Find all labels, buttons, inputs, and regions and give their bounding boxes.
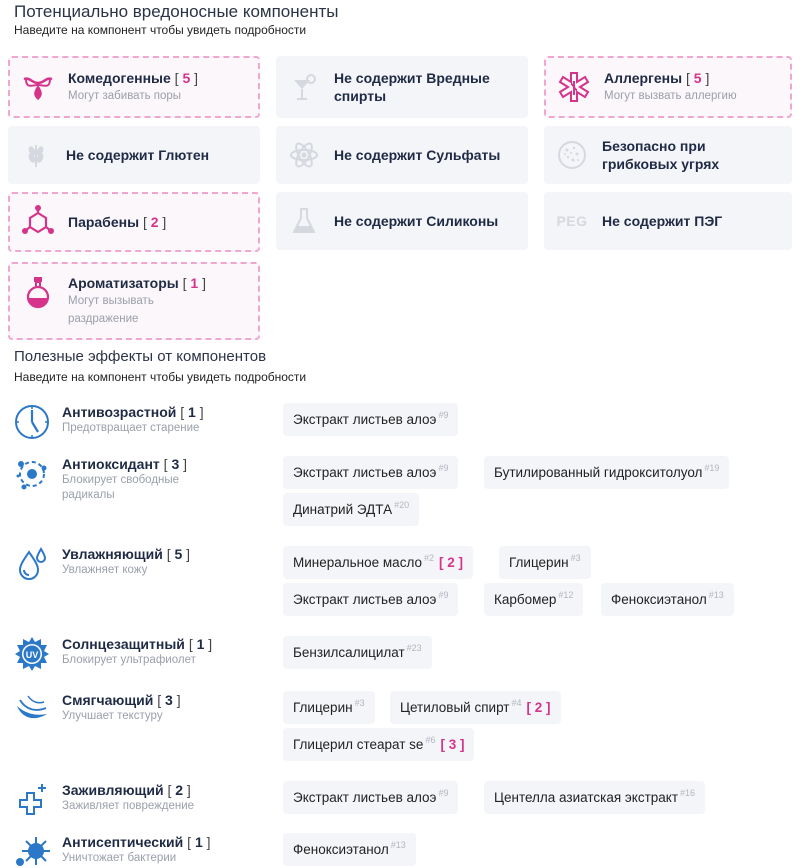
uv-sun-icon <box>14 636 50 672</box>
ingredient-chip[interactable]: Минеральное масло $^{\#2}$ [ 2 ] <box>283 546 473 579</box>
beneficial-section-subtitle: Наведите на компонент чтобы увидеть подробности <box>14 370 307 384</box>
effect-row-antiage[interactable]: Антивозрастной [ 1 ] Предотвращает старение <box>14 404 276 440</box>
medical-star-icon <box>554 67 594 107</box>
effect-name: Антисептический <box>62 834 184 850</box>
effect-desc: Увлажняет кожу <box>62 564 148 576</box>
ingredient-chip[interactable]: Глицерин $^{\#3}$ <box>283 691 375 724</box>
ingredient-chip[interactable]: Бутилированный гидрокситолуол $^{\#19}$ <box>484 456 729 489</box>
ingredient-chip[interactable]: Бензилсалицилат $^{\#23}$ <box>283 636 432 669</box>
fungal-acne-label: Безопасно при грибковых угрях <box>602 138 720 172</box>
effect-row-moisturizing[interactable]: Увлажняющий [ 5 ] Увлажняет кожу <box>14 546 276 582</box>
cocktail-icon <box>284 67 324 107</box>
gluten-card[interactable] <box>8 126 260 184</box>
effect-name: Антивозрастной <box>62 404 177 420</box>
effect-count: 1 <box>188 404 196 420</box>
effect-name: Солнцезащитный <box>62 636 185 652</box>
alcohol-card[interactable] <box>276 56 528 118</box>
harmful-section-title: Потенциально вредоносные компоненты <box>14 2 339 21</box>
effect-row-antioxidant[interactable]: Антиоксидант [ 3 ] Блокирует свободные радикалы <box>14 456 276 503</box>
comedogenic-desc: Могут забивать поры <box>68 90 182 102</box>
bacteria-icon <box>14 834 50 868</box>
peg-card[interactable] <box>544 192 792 250</box>
effect-name: Увлажняющий <box>62 546 163 562</box>
ingredient-chip[interactable]: Цетиловый спирт $^{\#4}$ [ 2 ] <box>390 691 561 724</box>
ingredient-chip[interactable]: Экстракт листьев алоэ $^{\#9}$ <box>283 456 458 489</box>
atom-icon <box>284 135 324 175</box>
ingredient-chip[interactable]: Феноксиэтанол $^{\#13}$ <box>283 833 416 866</box>
alcohol-label: Не содержит Вредные спирты <box>334 70 490 104</box>
effect-name: Смягчающий <box>62 692 154 708</box>
ingredient-chip[interactable]: Глицерин $^{\#3}$ <box>499 546 591 579</box>
antioxidant-icon <box>14 456 50 492</box>
wheat-icon <box>16 135 56 175</box>
ingredient-chip[interactable]: Экстракт листьев алоэ $^{\#9}$ <box>283 403 458 436</box>
effect-name: Заживляющий <box>62 782 164 798</box>
parabens-count: 2 <box>150 214 159 230</box>
flask-icon <box>284 201 324 241</box>
sulfates-label: Не содержит Сульфаты <box>334 147 501 163</box>
fragrance-desc: Могут вызывать раздражение <box>68 295 154 325</box>
petri-dish-icon <box>552 135 592 175</box>
ingredient-chip[interactable]: Феноксиэтанол $^{\#13}$ <box>601 583 734 616</box>
ingredient-chip[interactable]: Глицерил стеарат se $^{\#6}$ [ 3 ] <box>283 728 474 761</box>
sulfates-card[interactable] <box>276 126 528 184</box>
effect-desc: Блокирует свободные радикалы <box>62 474 180 501</box>
silicones-card[interactable] <box>276 192 528 250</box>
effect-desc: Уничтожает бактерии <box>62 852 177 864</box>
effect-count: 1 <box>194 834 203 850</box>
effect-name: Антиоксидант <box>62 456 160 472</box>
effect-count: 5 <box>174 546 183 562</box>
comedogenic-label: Комедогенные <box>68 70 171 86</box>
fragrance-label: Ароматизаторы <box>68 275 179 291</box>
harmful-section-subtitle: Наведите на компонент чтобы увидеть подробности <box>14 23 307 37</box>
parabens-label: Парабены <box>68 214 140 230</box>
healing-cross-icon <box>14 782 50 818</box>
effect-count: 3 <box>165 692 173 708</box>
ingredient-chip[interactable]: Экстракт листьев алоэ $^{\#9}$ <box>283 781 458 814</box>
pore-icon <box>18 67 58 107</box>
effect-desc: Блокирует ультрафиолет <box>62 654 196 666</box>
molecule-icon <box>18 202 58 242</box>
gluten-label: Не содержит Глютен <box>66 147 210 163</box>
comedogenic-card[interactable]: Комедогенные [ 5 ] Могут забивать поры <box>8 56 260 118</box>
beneficial-section-title: Полезные эффекты от компонентов <box>14 348 267 365</box>
effect-row-sunscreen[interactable]: UV Солнцезащитный [ 1 ] Блокирует ультрафиолет <box>14 636 276 672</box>
effect-desc: Предотвращает старение <box>62 422 200 434</box>
effect-row-antiseptic[interactable]: Антисептический [ 1 ] Уничтожает бактерии <box>14 834 276 868</box>
allergens-desc: Могут вызвать аллергию <box>604 90 737 102</box>
effect-desc: Улучшает текстуру <box>62 710 163 722</box>
ingredient-chip[interactable]: Динатрий ЭДТА $^{\#20}$ <box>283 493 419 526</box>
perfume-icon <box>18 272 58 312</box>
clock-icon <box>14 404 50 440</box>
fragrance-count: 1 <box>190 275 199 291</box>
comedogenic-count: 5 <box>182 70 191 86</box>
allergens-label: Аллергены <box>604 70 683 86</box>
effect-count: 2 <box>175 782 184 798</box>
effect-row-softening[interactable]: Смягчающий [ 3 ] Улучшает текстуру <box>14 692 276 728</box>
parabens-card[interactable]: Парабены [ 2 ] <box>8 192 260 252</box>
feather-icon <box>14 692 50 728</box>
effect-row-healing[interactable]: Заживляющий [ 2 ] Заживляет повреждение <box>14 782 276 818</box>
allergens-card[interactable]: Аллергены [ 5 ] Могут вызвать аллергию <box>544 56 792 118</box>
svg-text:UV: UV <box>25 650 39 660</box>
water-drops-icon <box>14 546 50 582</box>
ingredient-chip[interactable]: Центелла азиатская экстракт $^{\#16}$ <box>484 781 705 814</box>
silicones-label: Не содержит Силиконы <box>334 213 499 229</box>
ingredient-chip[interactable]: Карбомер $^{\#12}$ <box>484 583 583 616</box>
effect-count: 1 <box>196 636 205 652</box>
allergens-count: 5 <box>693 70 702 86</box>
fragrance-card[interactable]: Ароматизаторы [ 1 ] Могут вызывать раздражение <box>8 262 260 340</box>
effect-count: 3 <box>171 456 180 472</box>
peg-label: Не содержит ПЭГ <box>602 213 723 229</box>
effect-desc: Заживляет повреждение <box>62 800 195 812</box>
peg-icon: PEG <box>556 213 588 229</box>
fungal-acne-card[interactable] <box>544 126 792 184</box>
ingredient-chip[interactable]: Экстракт листьев алоэ $^{\#9}$ <box>283 583 458 616</box>
